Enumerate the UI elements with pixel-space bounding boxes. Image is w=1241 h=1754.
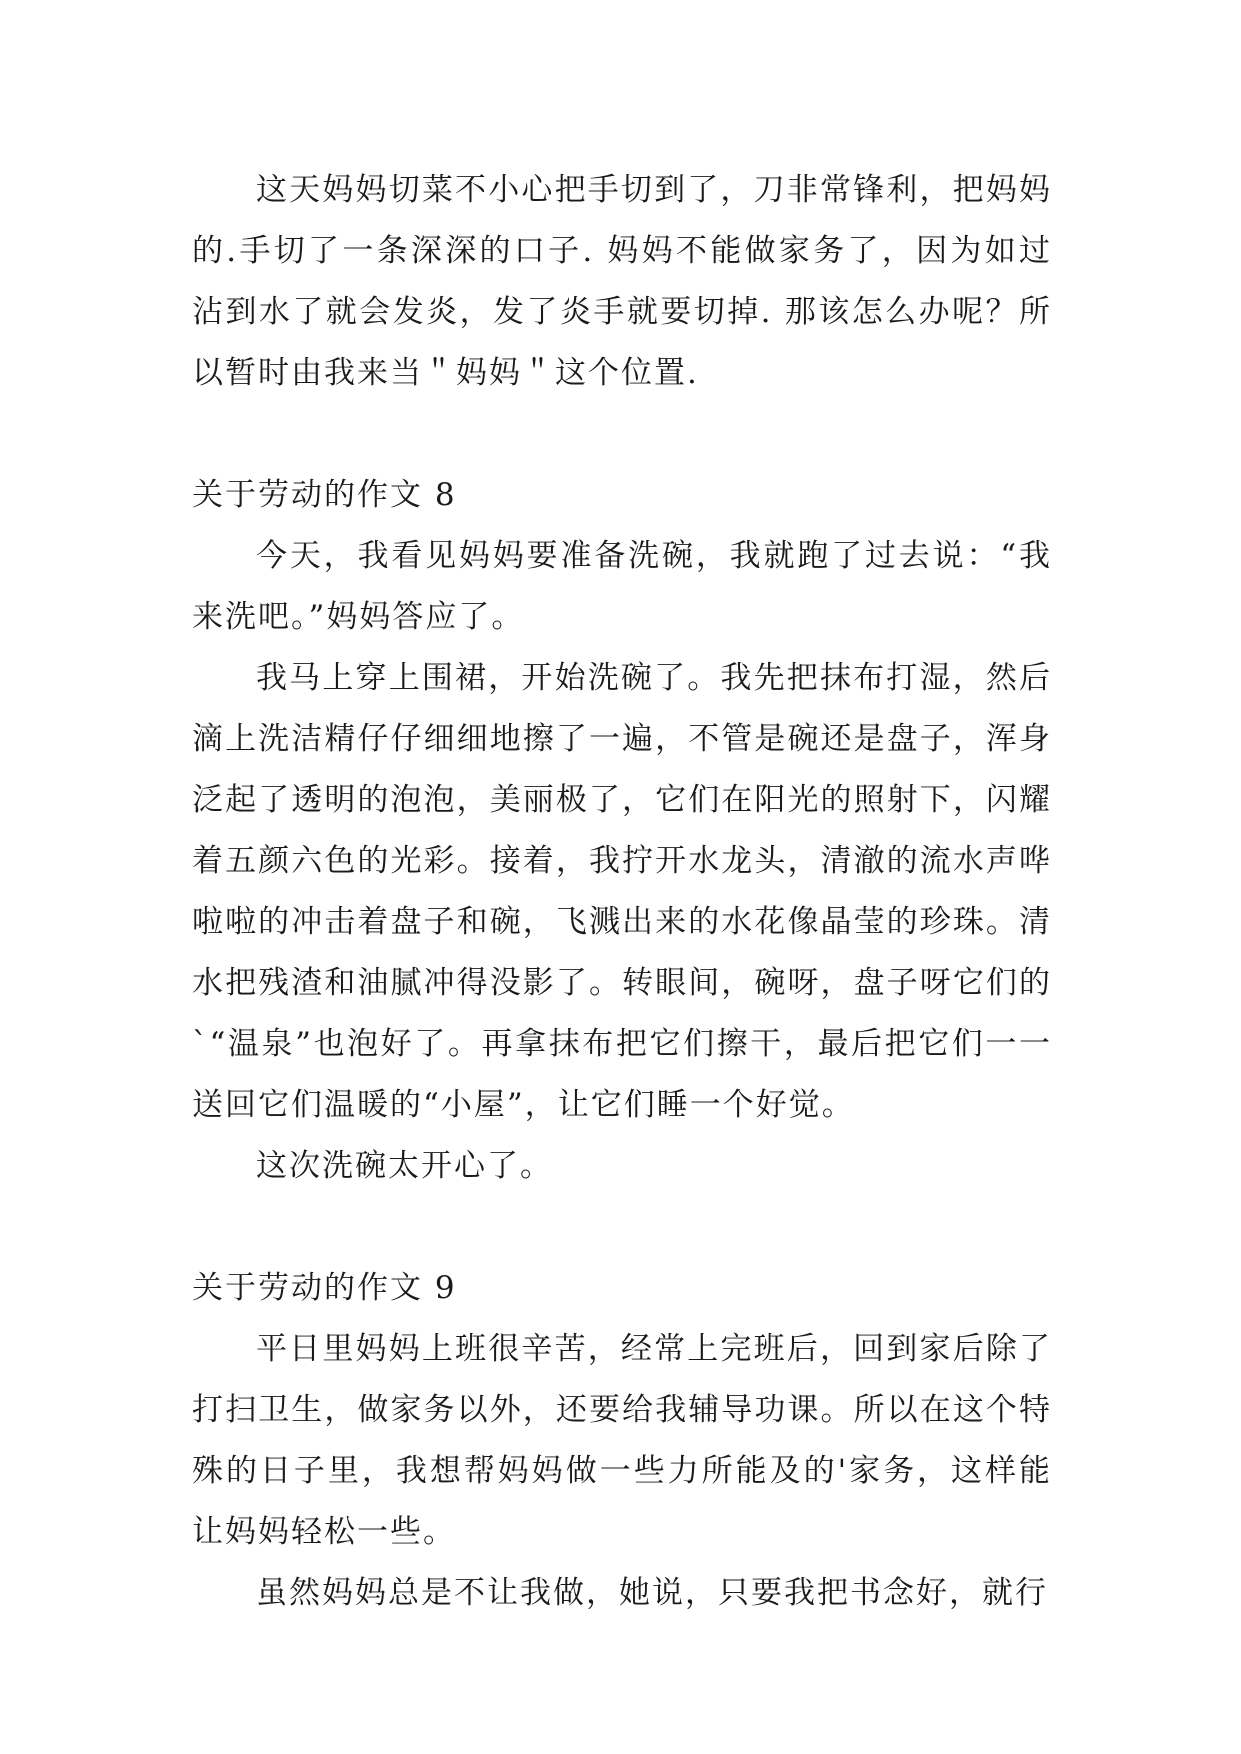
section-gap [192, 1197, 1052, 1258]
paragraph-intro: 这天妈妈切菜不小心把手切到了，刀非常锋利，把妈妈的.手切了一条深深的口子. 妈妈不能做家务了，因为如过沾到水了就会发炎，发了炎手就要切掉. 那该怎么办呢？所以暂时由我来当＂妈妈＂这个位置. [192, 172, 1052, 391]
section-8-title: 关于劳动的作文 8 [192, 477, 457, 513]
section-8-paragraph-3: 这次洗碗太开心了。 [256, 1148, 553, 1184]
section-8-paragraph-2: 我马上穿上围裙，开始洗碗了。我先把抹布打湿，然后滴上洗洁精仔仔细细地擦了一遍，不管是碗还是盘子，浑身泛起了透明的泡泡，美丽极了，它们在阳光的照射下，闪耀着五颜六色的光彩。接着，我拧开水龙头，清澈的流水声哗啦啦的冲击着盘子和碗，飞溅出来的水花像晶莹的珍珠。清水把残渣和油腻冲得没影了。转眼间，碗呀，盘子呀它们的`“温泉”也泡好了。再拿抹布把它们擦干，最后把它们一一送回它们温暖的“小屋”，让它们睡一个好觉。 [192, 660, 1052, 1123]
section-9-paragraph-2: 虽然妈妈总是不让我做，她说，只要我把书念好，就行 [256, 1575, 1048, 1611]
section-9-title: 关于劳动的作文 9 [192, 1270, 457, 1306]
section-gap [192, 404, 1052, 465]
section-8-paragraph-1: 今天，我看见妈妈要准备洗碗，我就跑了过去说：“我来洗吧。”妈妈答应了。 [192, 538, 1052, 635]
document-page [192, 160, 1052, 1624]
section-9-paragraph-1: 平日里妈妈上班很辛苦，经常上完班后，回到家后除了打扫卫生，做家务以外，还要给我辅导功课。所以在这个特殊的日子里，我想帮妈妈做一些力所能及的'家务，这样能让妈妈轻松一些。 [192, 1331, 1052, 1550]
